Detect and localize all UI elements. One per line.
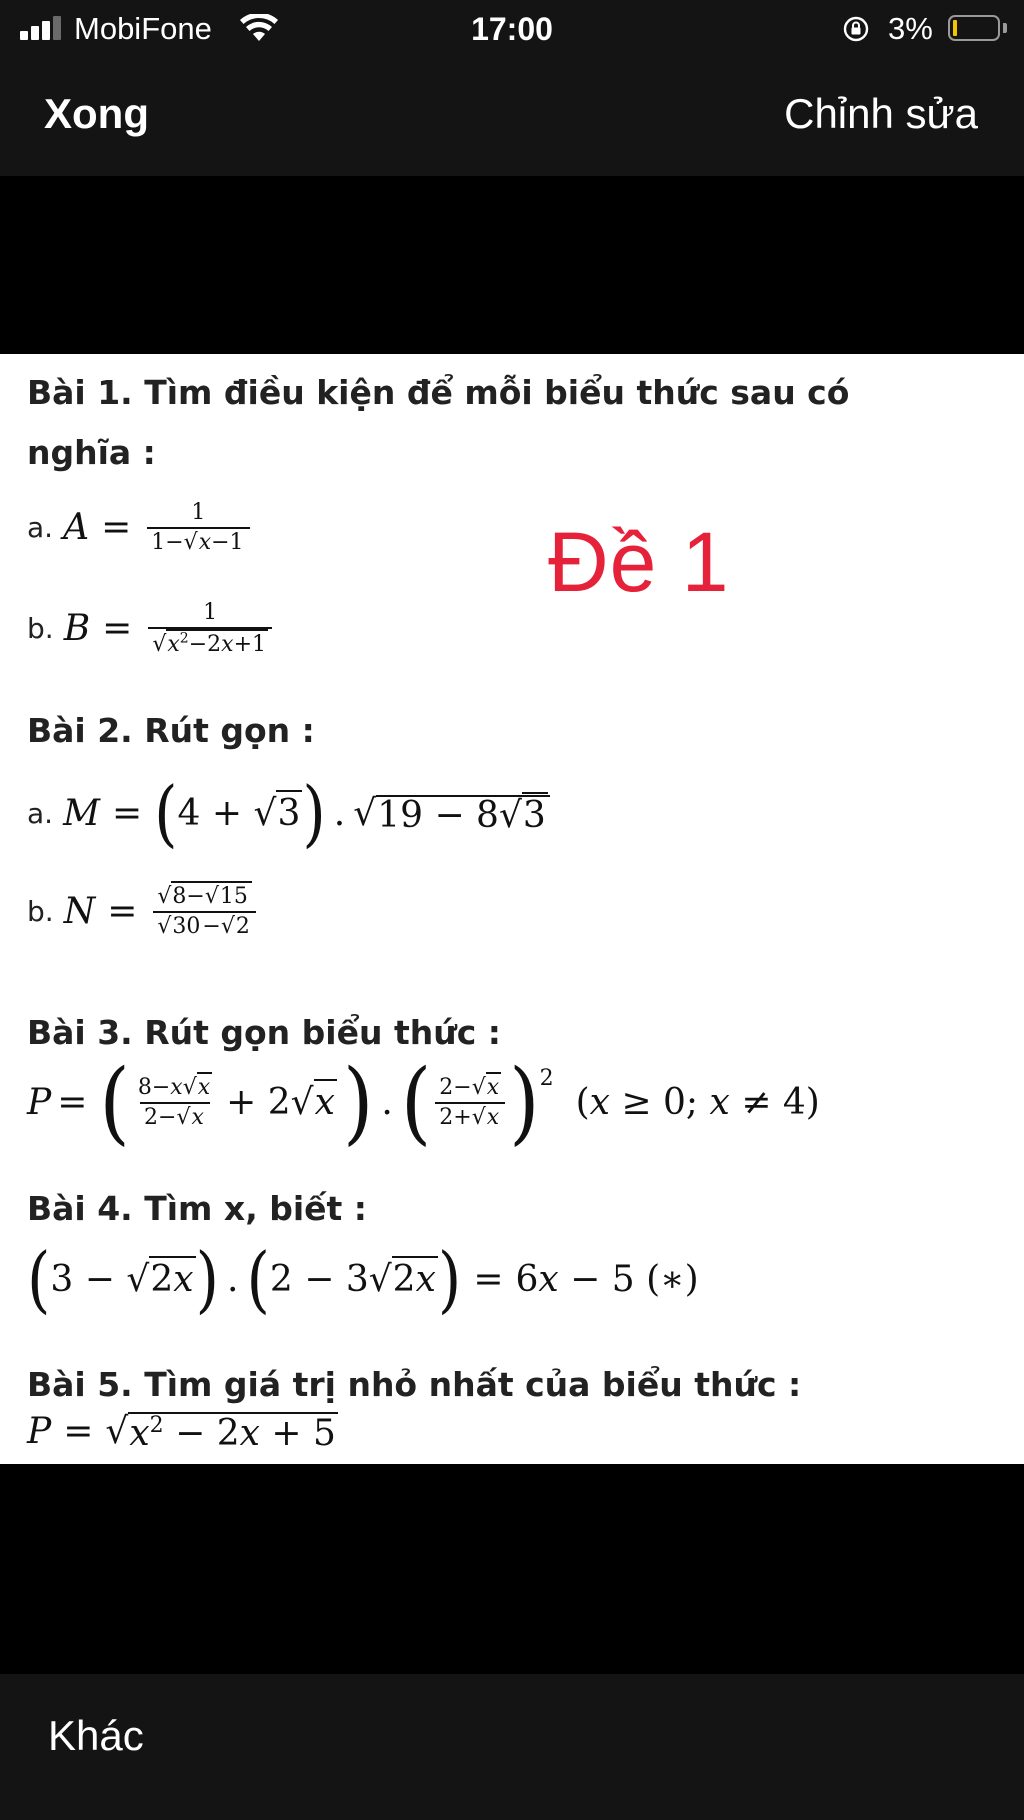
- photo-image[interactable]: [0, 354, 1024, 1464]
- battery-level-fill: [953, 20, 957, 36]
- bai2-b-formula: b. N = √ 8−√ 15 √ 30−√ 2: [27, 886, 260, 938]
- item-label: a.: [27, 797, 54, 830]
- bai4-heading: Bài 4. Tìm x, biết :: [27, 1189, 367, 1228]
- item-label: a.: [27, 511, 54, 544]
- bai1-heading-cont: nghĩa :: [27, 433, 156, 472]
- edit-button[interactable]: Chỉnh sửa: [784, 90, 978, 137]
- bai5-formula: P = √ $x^2 - 2x + 5$: [27, 1412, 338, 1452]
- bai1-a-formula: a. A = $\frac{1}{1-√ x-1}$: [27, 502, 254, 554]
- item-label: b.: [27, 895, 54, 928]
- bai3-heading: Bài 3. Rút gọn biểu thức :: [27, 1013, 501, 1052]
- done-button[interactable]: Xong: [44, 90, 149, 137]
- status-bar: [0, 0, 1024, 60]
- bai5-heading: Bài 5. Tìm giá trị nhỏ nhất của biểu thức :: [27, 1365, 802, 1404]
- orientation-lock-icon: [843, 16, 869, 42]
- bai2-a-formula: a. M = ( 4 + √ 3 ) . √ 19 − 8√ 3: [27, 784, 550, 844]
- bai1-heading: Bài 1. Tìm điều kiện để mỗi biểu thức sau có: [27, 373, 850, 412]
- bai2-heading: Bài 2. Rút gọn :: [27, 711, 315, 750]
- bai4-formula: ( 3 − √ 2x ) . ( 2 − 3√ 2x ) = 6x − 5 (∗): [27, 1250, 699, 1310]
- more-button[interactable]: Khác: [48, 1712, 144, 1759]
- bai1-b-formula: b. B = 1 √ $x^2-2x+1$: [27, 602, 276, 656]
- bai3-formula: P = ( $\frac{8-x√ x}{2-√ x}$ + 2√ x ) . ( $\frac{2-√ x}{2+√ x}$ ) $^2$ (x ≥ 0; x ≠ 4): [27, 1064, 820, 1142]
- clock: 17:00: [471, 11, 553, 47]
- navigation-bar: [0, 60, 1024, 176]
- handwritten-test-label: Đề 1: [548, 515, 730, 609]
- carrier-name: MobiFone: [74, 11, 212, 46]
- item-label: b.: [27, 612, 54, 646]
- bottom-toolbar: [0, 1674, 1024, 1820]
- battery-icon: [948, 15, 1000, 41]
- battery-cap: [1003, 23, 1007, 33]
- battery-percentage: 3%: [888, 11, 933, 46]
